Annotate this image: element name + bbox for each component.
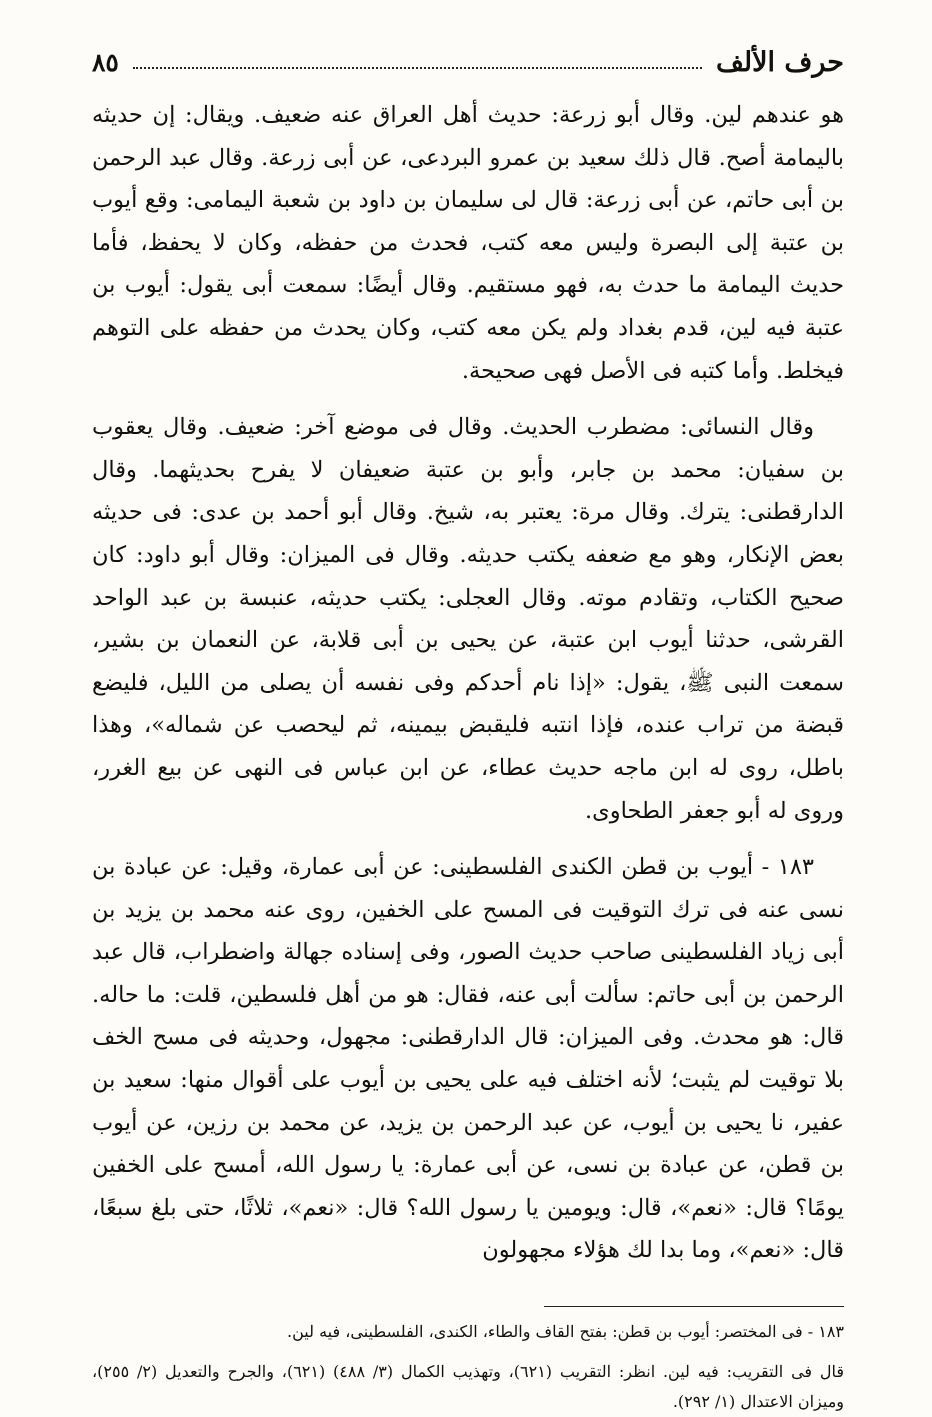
paragraph-1: هو عندهم لين. وقال أبو زرعة: حديث أهل العراق عنه ضعيف. ويقال: إن حديثه باليمامة أصح. قال ذلك سعيد بن عمرو البردعى، عن أبى زرعة. وقال عبد الرحمن بن أبى حاتم، عن أبى زرعة: قال لى سليمان بن داود بن شعبة اليمامى: وقع أيوب بن عتبة إلى البصرة وليس معه كتب، فحدث من حفظه، وكان لا يحفظ، فأما حديث اليمامة ما حدث به، فهو مستقيم. وقال أيضًا: سمعت أبى يقول: أيوب بن عتبة فيه لين، قدم بغداد ولم يكن معه كتب، وكان يحدث من حفظه على التوهم فيخلط. وأما كتبه فى الأصل فهى صحيحة.: [92, 102, 844, 384]
paragraph-3-entry-183: ١٨٣ - أيوب بن قطن الكندى الفلسطينى: عن أبى عمارة، وقيل: عن عبادة بن نسى عنه فى ترك التوقيت فى المسح على الخفين، روى عنه محمد بن يزيد بن أبى زياد الفلسطينى صاحب حديث الصور، وفى إسناده جهالة واضطراب، قال عبد الرحمن بن أبى حاتم: سألت أبى عنه، فقال: هو من أهل فلسطين، قلت: ما حاله. قال: هو محدث. وفى الميزان: قال الدارقطنى: مجهول، وحديثه فى مسح الخف بلا توقيت لم يثبت؛ لأنه اختلف فيه على يحيى بن أيوب على أقوال منها: سعيد بن عفير، نا يحيى بن أيوب، عن عبد الرحمن بن يزيد، عن محمد بن رزين، عن أيوب بن قطن، عن عبادة بن نسى، عن أبى عمارة: يا رسول الله، أمسح على الخفين يومًا؟ قال: «نعم»، قال: ويومين يا رسول الله؟ قال: «نعم»، ثلاثًا، حتى بلغ سبعًا، قال: «نعم»، وما بدا لك هؤلاء مجهولون: [92, 854, 844, 1264]
footnote-separator: [544, 1306, 844, 1307]
header-dotted-leader: [133, 67, 702, 69]
chapter-title: حرف الألف: [715, 46, 844, 78]
page-number: ٨٥: [92, 47, 119, 77]
footnote-1: ١٨٣ - فى المختصر: أيوب بن قطن: بفتح القاف والطاء، الكندى، الفلسطينى، فيه لين.: [287, 1322, 844, 1342]
footnote-2: قال فى التقريب: فيه لين. انظر: التقريب (٦٢١)، وتهذيب الكمال (٣/ ٤٨٨) (٦٢١)، والجرح والتعديل (٢/ ٢٥٥)، وميزان الاعتدال (١/ ٢٩٢).: [92, 1362, 845, 1412]
paragraph-2: وقال النسائى: مضطرب الحديث. وقال فى موضع آخر: ضعيف. وقال يعقوب بن سفيان: محمد بن جابر، وأبو بن عتبة ضعيفان لا يفرح بحديثهما. وقال الدارقطنى: يترك. وقال مرة: يعتبر به، شيخ. وقال أبو أحمد بن عدى: فى حديثه بعض الإنكار، وهو مع ضعفه يكتب حديثه. وقال فى الميزان: وقال أبو داود: كان صحيح الكتاب، وتقادم موته. وقال العجلى: يكتب حديثه، عنبسة بن عبد الواحد القرشى، حدثنا أيوب ابن عتبة، عن يحيى بن أبى قلابة، عن النعمان بن بشير، سمعت النبى ﷺ، يقول: «إذا نام أحدكم وفى نفسه أن يصلى من الليل، فليضع قبضة من تراب عنده، فإذا انتبه فليقبض بيمينه، ثم ليحصب عن شماله»، وهذا باطل، روى له ابن ماجه حديث عطاء، عن ابن عباس فى النهى عن بيع الغرر، وروى له أبو جعفر الطحاوى.: [92, 414, 844, 824]
page-header: [92, 40, 844, 84]
